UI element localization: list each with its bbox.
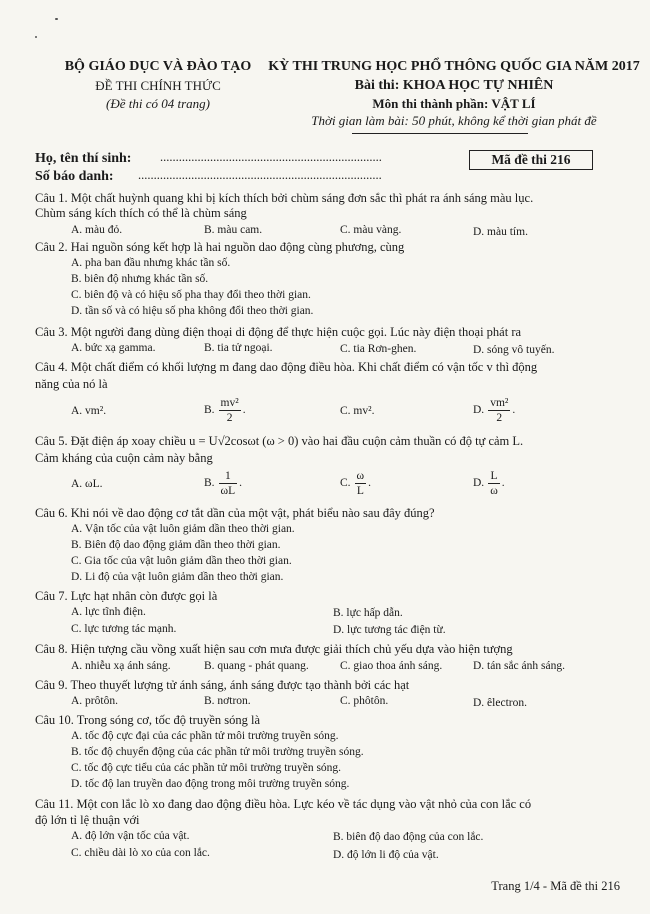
fraction-numerator: mv² — [220, 397, 239, 409]
fraction-numerator: ω — [356, 470, 365, 482]
fraction — [219, 396, 241, 425]
pages-note: (Đề thi có 04 trang) — [106, 96, 210, 111]
q4-option-d[interactable] — [473, 396, 515, 425]
q9-option-a[interactable]: A. prôtôn. — [71, 695, 118, 707]
question-4-stem-cont: năng của nó là — [35, 377, 108, 391]
q7-option-a[interactable]: A. lực tĩnh điện. — [71, 606, 146, 618]
fraction — [488, 469, 500, 498]
fraction-numerator: 1 — [224, 470, 231, 482]
option-dot: . — [239, 477, 243, 489]
q6-option-b[interactable]: B. Biên độ dao động giảm dần theo thời gian. — [71, 539, 281, 551]
question-10-stem: Câu 10. Trong sóng cơ, tốc độ truyền sóng là — [35, 713, 261, 727]
q11-option-a[interactable]: A. độ lớn vận tốc của vật. — [71, 830, 190, 842]
q11-option-d[interactable]: D. độ lớn li độ của vật. — [333, 849, 439, 861]
fraction-numerator: vm² — [490, 397, 509, 409]
option-dot: . — [501, 477, 505, 489]
q3-option-a[interactable]: A. bức xạ gamma. — [71, 342, 156, 354]
q10-option-b[interactable]: B. tốc độ chuyển động của các phần tử môi trường truyền sóng. — [71, 746, 364, 758]
fraction — [355, 469, 367, 498]
q6-option-d[interactable]: D. Li độ của vật luôn giảm dần theo thời gian. — [71, 571, 284, 583]
fraction-denominator: ωL — [220, 485, 236, 497]
q5-option-b[interactable] — [204, 469, 242, 498]
question-6-stem: Câu 6. Khi nói về dao động cơ tắt dần của một vật, phát biểu nào sau đây đúng? — [35, 506, 435, 520]
q3-option-c[interactable]: C. tia Rơn-ghen. — [340, 343, 417, 355]
q2-option-b[interactable]: B. biên độ nhưng khác tần số. — [71, 273, 209, 285]
option-dot: . — [512, 404, 516, 416]
subject: Môn thi thành phần: VẬT LÍ — [372, 96, 536, 111]
exam-title: KỲ THI TRUNG HỌC PHỔ THÔNG QUỐC GIA NĂM 2017 — [268, 59, 640, 74]
question-11-stem: Câu 11. Một con lắc lò xo đang dao động điều hòa. Lực kéo về tác dụng vào vật nhỏ của con lắc có — [35, 797, 532, 811]
fraction-denominator: 2 — [219, 410, 241, 425]
fraction-denominator: L — [355, 483, 367, 498]
fraction-denominator: ω — [490, 485, 498, 497]
q2-option-a[interactable]: A. pha ban đầu nhưng khác tần số. — [71, 257, 231, 269]
option-label: D. — [473, 404, 485, 416]
candidate-id-label: Số báo danh: — [35, 169, 114, 184]
fraction-denominator: 2 — [488, 410, 510, 425]
option-dot: . — [242, 404, 246, 416]
q7-option-b[interactable]: B. lực hấp dẫn. — [333, 607, 403, 619]
fraction — [219, 469, 238, 498]
q2-option-d[interactable]: D. tần số và có hiệu số pha không đổi theo thời gian. — [71, 305, 314, 317]
scan-speck — [35, 36, 37, 38]
question-8-stem: Câu 8. Hiện tượng cầu vồng xuất hiện sau cơn mưa được giải thích chủ yếu dựa vào hiện tượng — [35, 642, 513, 656]
q5-option-d[interactable] — [473, 469, 505, 498]
question-11-stem-cont: độ lớn tỉ lệ thuận với — [35, 813, 140, 827]
official-label: ĐỀ THI CHÍNH THỨC — [95, 78, 221, 93]
q1-option-c[interactable]: C. màu vàng. — [340, 224, 402, 236]
option-label: B. — [204, 404, 215, 416]
q7-option-d[interactable]: D. lực tương tác điện từ. — [333, 624, 446, 636]
candidate-name-field[interactable]: ....................................................................... — [160, 150, 382, 164]
q3-option-d[interactable]: D. sóng vô tuyến. — [473, 344, 555, 356]
q6-option-c[interactable]: C. Gia tốc của vật luôn giảm dần theo thời gian. — [71, 555, 292, 567]
q11-option-b[interactable]: B. biên độ dao động của con lắc. — [333, 831, 484, 843]
q11-option-c[interactable]: C. chiều dài lò xo của con lắc. — [71, 847, 210, 859]
q7-option-c[interactable]: C. lực tương tác mạnh. — [71, 623, 177, 635]
q10-option-c[interactable]: C. tốc độ cực tiểu của các phần tử môi trường truyền sóng. — [71, 762, 342, 774]
q10-option-a[interactable]: A. tốc độ cực đại của các phần tử môi trường truyền sóng. — [71, 730, 339, 742]
option-label: B. — [204, 477, 215, 489]
question-1-stem: Câu 1. Một chất huỳnh quang khi bị kích thích bởi chùm sáng đơn sắc thì phát ra ánh sáng màu lục. — [35, 191, 534, 205]
scan-speck — [55, 18, 58, 20]
q1-option-b[interactable]: B. màu cam. — [204, 224, 263, 236]
ministry-name: BỘ GIÁO DỤC VÀ ĐÀO TẠO — [64, 59, 252, 74]
question-5-stem: Câu 5. Đặt điện áp xoay chiều u = U√2cosωt (ω > 0) vào hai đầu cuộn cảm thuần có độ tự cảm L. — [35, 434, 524, 448]
q8-option-c[interactable]: C. giao thoa ánh sáng. — [340, 660, 443, 672]
time-note: Thời gian làm bài: 50 phút, không kể thời gian phát đề — [311, 113, 597, 128]
q10-option-d[interactable]: D. tốc độ lan truyền dao động trong môi trường truyền sóng. — [71, 778, 350, 790]
subject-group: Bài thi: KHOA HỌC TỰ NHIÊN — [354, 78, 554, 93]
question-9-stem: Câu 9. Theo thuyết lượng tử ánh sáng, ánh sáng được tạo thành bởi các hạt — [35, 678, 410, 692]
question-3-stem: Câu 3. Một người đang dùng điện thoại di động để thực hiện cuộc gọi. Lúc này điện thoại phát ra — [35, 325, 522, 339]
q8-option-b[interactable]: B. quang - phát quang. — [204, 660, 309, 672]
question-4-stem: Câu 4. Một chất điểm có khối lượng m đang dao động điều hòa. Khi chất điểm có vận tốc v thì động — [35, 360, 538, 374]
q5-option-c[interactable] — [340, 469, 371, 498]
question-7-stem: Câu 7. Lực hạt nhân còn được gọi là — [35, 589, 218, 603]
option-dot: . — [368, 477, 371, 489]
fraction-numerator: L — [490, 470, 498, 482]
q6-option-a[interactable]: A. Vận tốc của vật luôn giảm dần theo thời gian. — [71, 523, 295, 535]
q2-option-c[interactable]: C. biên độ và có hiệu số pha thay đổi theo thời gian. — [71, 289, 311, 301]
question-1-stem-cont: Chùm sáng kích thích có thể là chùm sáng — [35, 206, 247, 220]
option-label: C. — [340, 477, 351, 489]
question-5-stem-cont: Cảm kháng của cuộn cảm này bằng — [35, 451, 213, 465]
candidate-id-field[interactable]: .............................................................................. — [138, 168, 382, 182]
page-footer: Trang 1/4 - Mã đề thi 216 — [491, 879, 620, 893]
q4-option-c[interactable]: C. mv². — [340, 405, 375, 417]
q9-option-d[interactable]: D. êlectron. — [473, 697, 527, 709]
q8-option-a[interactable]: A. nhiễu xạ ánh sáng. — [71, 660, 171, 672]
q8-option-d[interactable]: D. tán sắc ánh sáng. — [473, 660, 565, 672]
q3-option-b[interactable]: B. tia tử ngoại. — [204, 342, 273, 354]
exam-code-box: Mã đề thi 216 — [469, 150, 593, 170]
q1-option-d[interactable]: D. màu tím. — [473, 226, 528, 238]
q9-option-b[interactable]: B. nơtron. — [204, 695, 251, 707]
header-divider — [352, 133, 528, 134]
q4-option-a[interactable]: A. vm². — [71, 405, 107, 417]
fraction — [488, 396, 510, 425]
option-label: D. — [473, 477, 485, 489]
q1-option-a[interactable]: A. màu đỏ. — [71, 224, 123, 236]
q4-option-b[interactable] — [204, 396, 246, 425]
question-2-stem: Câu 2. Hai nguồn sóng kết hợp là hai nguồn dao động cùng phương, cùng — [35, 240, 405, 254]
candidate-name-label: Họ, tên thí sinh: — [35, 151, 132, 166]
q5-option-a[interactable]: A. ωL. — [71, 478, 103, 490]
q9-option-c[interactable]: C. phôtôn. — [340, 695, 389, 707]
